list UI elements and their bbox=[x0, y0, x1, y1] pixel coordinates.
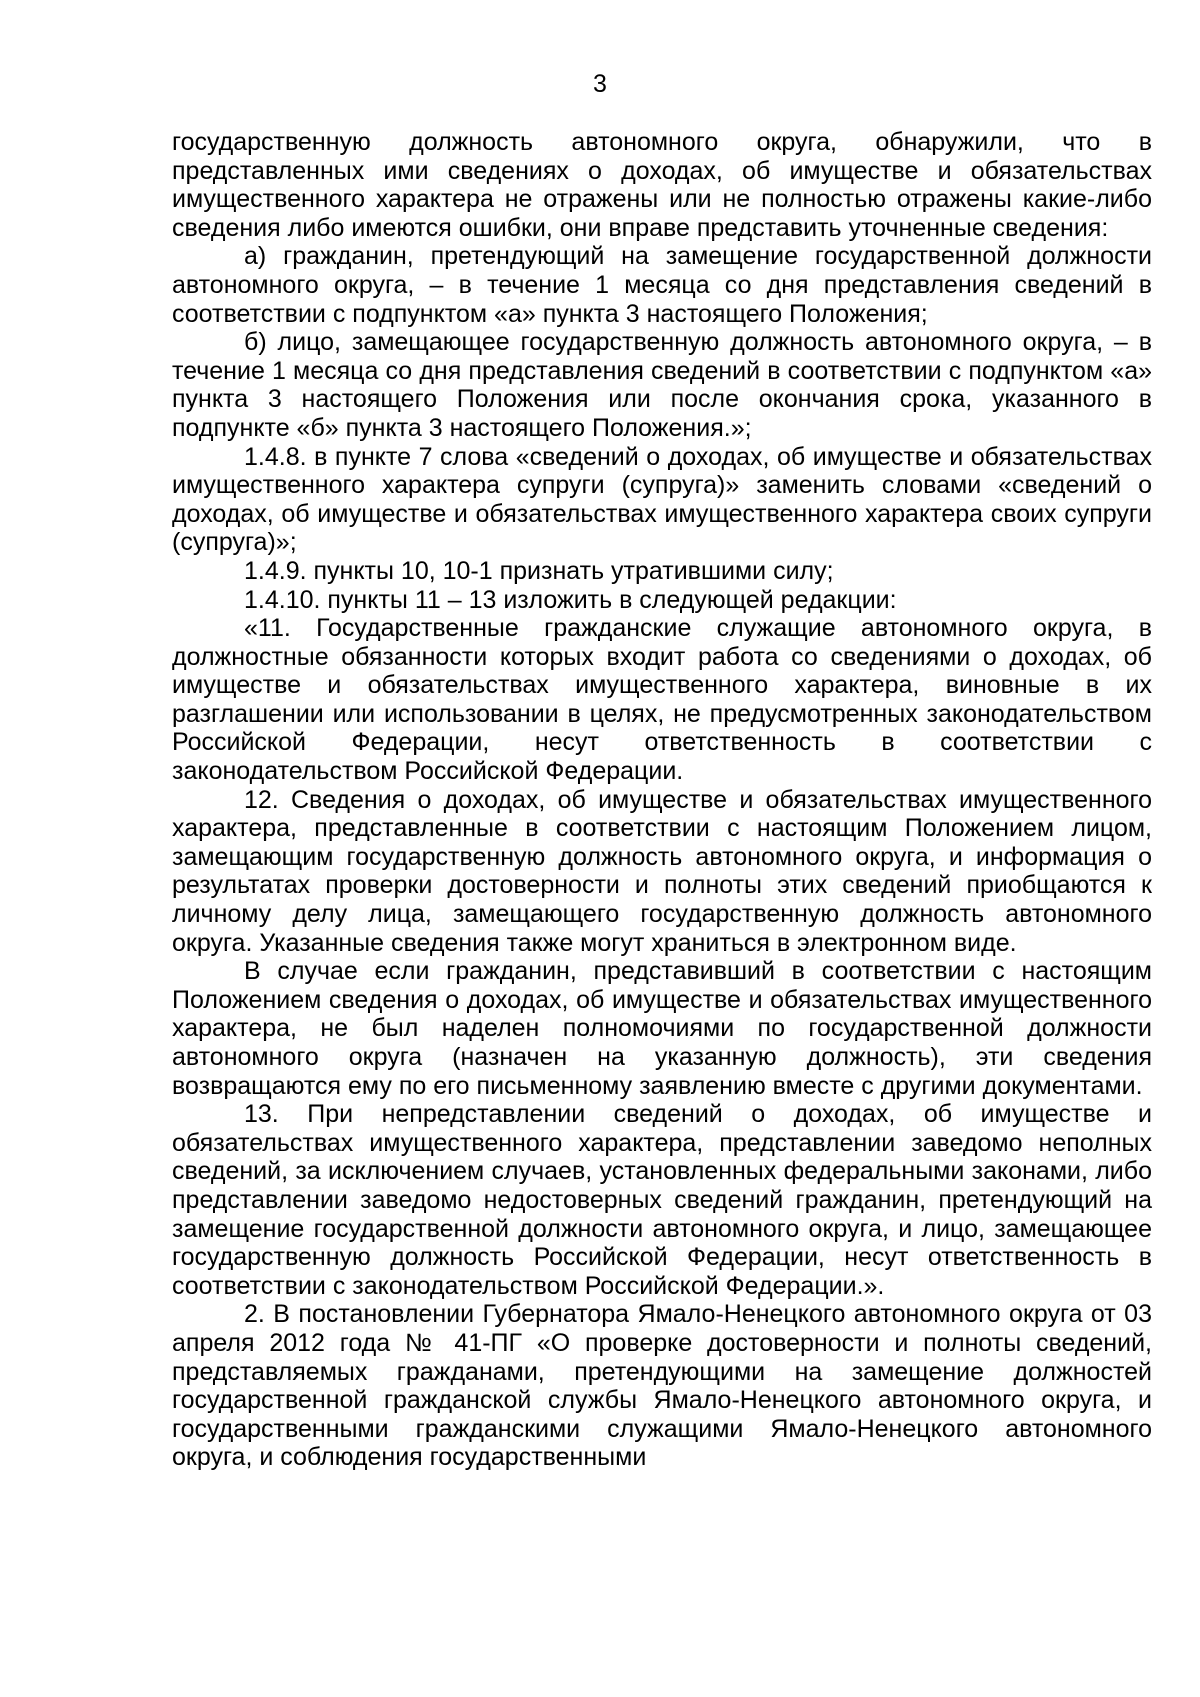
page-number: 3 bbox=[593, 70, 607, 98]
paragraph-item-a: а) гражданин, претендующий на замещение государственной должности автономного округа, – в течение 1 месяца со дня представления сведений в соответствии с подпунктом «а» пункта 3 настоящего Положения; bbox=[172, 242, 1152, 328]
paragraph-12-second: В случае если гражданин, представивший в соответствии с настоящим Положением сведения о доходах, об имуществе и обязательствах имущественного характера, не был наделен полномочиями по государственной должности автономного округа (назначен на указанную должность), эти сведения возвращаются ему по его письменному заявлению вместе с другими документами. bbox=[172, 957, 1152, 1100]
paragraph-13: 13. При непредставлении сведений о доходах, об имуществе и обязательствах имущественного характера, представлении заведомо неполных сведений, за исключением случаев, установленных федеральными законами, либо представлении заведомо недостоверных сведений гражданин, претендующий на замещение государственной должности автономного округа, и лицо, замещающее государственную должность Российской Федерации, несут ответственность в соответствии с законодательством Российской Федерации.». bbox=[172, 1100, 1152, 1300]
document-body bbox=[172, 128, 1152, 1472]
paragraph-12: 12. Сведения о доходах, об имуществе и обязательствах имущественного характера, представленные в соответствии с настоящим Положением лицом, замещающим государственную должность автономного округа, и информация о результатах проверки достоверности и полноты этих сведений приобщаются к личному делу лица, замещающего государственную должность автономного округа. Указанные сведения также могут храниться в электронном виде. bbox=[172, 785, 1152, 957]
paragraph-item-b: б) лицо, замещающее государственную должность автономного округа, – в течение 1 месяца со дня представления сведений в соответствии с подпунктом «а» пункта 3 настоящего Положения или после окончания срока, указанного в подпункте «б» пункта 3 настоящего Положения.»; bbox=[172, 328, 1152, 442]
paragraph-1-4-9: 1.4.9. пункты 10, 10-1 признать утратившими силу; bbox=[244, 556, 834, 585]
paragraph-continuation: государственную должность автономного округа, обнаружили, что в представленных ими сведениях о доходах, об имуществе и обязательствах имущественного характера не отражены или не полностью отражены какие-либо сведения либо имеются ошибки, они вправе представить уточненные сведения: bbox=[172, 128, 1152, 242]
paragraph-2: 2. В постановлении Губернатора Ямало-Ненецкого автономного округа от 03 апреля 2012 года № 41-ПГ «О проверке достоверности и полноты сведений, представляемых гражданами, претендующими на замещение должностей государственной гражданской службы Ямало-Ненецкого автономного округа, и государственными гражданскими служащими Ямало-Ненецкого автономного округа, и соблюдения государственными bbox=[172, 1300, 1152, 1472]
paragraph-11: «11. Государственные гражданские служащие автономного округа, в должностные обязанности которых входит работа со сведениями о доходах, об имуществе и обязательствах имущественного характера, виновные в их разглашении или использовании в целях, не предусмотренных законодательством Российской Федерации, несут ответственность в соответствии с законодательством Российской Федерации. bbox=[172, 614, 1152, 786]
paragraph-1-4-10: 1.4.10. пункты 11 – 13 изложить в следующей редакции: bbox=[244, 585, 897, 614]
paragraph-1-4-8: 1.4.8. в пункте 7 слова «сведений о доходах, об имуществе и обязательствах имущественного характера супруги (супруга)» заменить словами «сведений о доходах, об имуществе и обязательствах имущественного характера своих супруги (супруга)»; bbox=[172, 442, 1152, 557]
